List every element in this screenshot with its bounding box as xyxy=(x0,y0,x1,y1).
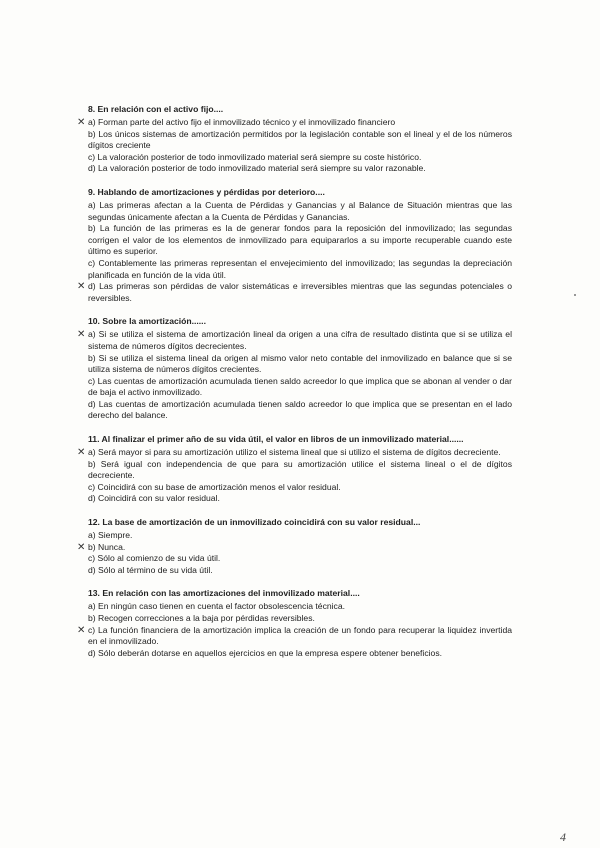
question-title: 11. Al finalizar el primer año de su vida útil, el valor en libros de un inmovilizado material...... xyxy=(88,434,464,445)
option-d: d) Sólo deberán dotarse en aquellos ejercicios en que la empresa espere obtener beneficios. xyxy=(88,647,443,658)
option-b: b) La función de las primeras es la de generar fondos para la reposición del inmovilizado; las segundas corrigen el valor de los elementos de inmovilizado para equipararlos a su importe recuperable cuando este último es superior. xyxy=(88,223,512,257)
answer-cross-mark: ✕ xyxy=(77,117,86,128)
option-b: b) Será igual con independencia de que para su amortización utilice el sistema lineal o el de dígitos decreciente. xyxy=(88,458,512,481)
option-d: d) Sólo al término de su vida útil. xyxy=(88,564,213,575)
exam-page xyxy=(77,103,512,670)
question-8 xyxy=(77,103,512,175)
answer-cross-mark: ✕ xyxy=(77,329,86,341)
option-b: ✕ b) Nunca. xyxy=(77,541,126,553)
option-c: c) Las cuentas de amortización acumulada tienen saldo acreedor lo que implica que se abonan al vender o dar de baja el activo inmovilizado. xyxy=(88,375,512,398)
option-b: b) Recogen correcciones a la baja por pérdidas reversibles. xyxy=(88,613,315,623)
option-c: c) La valoración posterior de todo inmovilizado material será siempre su coste histórico. xyxy=(88,151,422,162)
question-title: 8. En relación con el activo fijo.... xyxy=(88,104,224,114)
question-title: 13. En relación con las amortizaciones del inmovilizado material.... xyxy=(88,588,360,599)
option-d: d) La valoración posterior de todo inmovilizado material será siempre su valor razonable. xyxy=(88,163,426,174)
option-a: a) Las primeras afectan a la Cuenta de Pérdidas y Ganancias y al Balance de Situación mientras que las segundas únicamente afectan a la Cuenta de Pérdidas y Ganancias. xyxy=(88,199,512,222)
option-c: ✕ c) La función financiera de la amortización implica la creación de un fondo para recuperar la liquidez invertida en el inmovilizado. xyxy=(77,624,512,647)
option-c: c) Contablemente las primeras representan el envejecimiento del inmovilizado; las segundas la depreciación planificada en función de la vida útil. xyxy=(88,257,512,280)
question-12 xyxy=(77,516,512,576)
option-b: b) Los únicos sistemas de amortización permitidos por la legislación contable son el lineal y el de los números dígitos creciente xyxy=(88,128,512,151)
answer-cross-mark: ✕ xyxy=(77,541,86,553)
answer-cross-mark: ✕ xyxy=(77,624,86,636)
answer-cross-mark: ✕ xyxy=(77,447,86,459)
option-d: d) Las cuentas de amortización acumulada tienen saldo acreedor lo que implica que se presentan en el lado derecho del balance. xyxy=(88,398,512,421)
answer-cross-mark: ✕ xyxy=(77,281,86,293)
question-title: 10. Sobre la amortización...... xyxy=(88,316,206,327)
question-title: 12. La base de amortización de un inmovilizado coincidirá con su valor residual... xyxy=(88,517,421,528)
option-a: ✕ a) Forman parte del activo fijo el inmovilizado técnico y el inmovilizado financiero xyxy=(77,117,396,128)
page-number: 4 xyxy=(560,830,566,844)
question-13 xyxy=(77,587,512,659)
scan-speck xyxy=(574,294,576,296)
question-11 xyxy=(77,433,512,505)
option-d: d) Coincidirá con su valor residual. xyxy=(88,493,220,504)
question-10 xyxy=(77,315,512,422)
option-a: a) En ningún caso tienen en cuenta el factor obsolescencia técnica. xyxy=(88,601,346,612)
option-a: ✕ a) Si se utiliza el sistema de amortización lineal da origen a una cifra de resultado distinta que si se utiliza el sistema de números dígitos decrecientes. xyxy=(77,329,512,351)
question-title: 9. Hablando de amortizaciones y pérdidas por deterioro.... xyxy=(88,186,325,197)
option-b: b) Si se utiliza el sistema lineal da origen al mismo valor neto contable del inmovilizado en balance que si se utiliza sistema de números dígitos crecientes. xyxy=(88,352,512,375)
option-a: a) Siempre. xyxy=(88,530,133,541)
option-c: c) Coincidirá con su base de amortización menos el valor residual. xyxy=(88,481,341,492)
option-a: ✕ a) Será mayor si para su amortización utilizo el sistema lineal que si utilizo el sistema de dígitos decreciente. xyxy=(77,447,501,459)
option-d: ✕ d) Las primeras son pérdidas de valor sistemáticas e irreversibles mientras que las segundas potenciales o reversibles. xyxy=(77,281,512,303)
option-c: c) Sólo al comienzo de su vida útil. xyxy=(88,553,221,564)
question-9 xyxy=(77,186,512,304)
